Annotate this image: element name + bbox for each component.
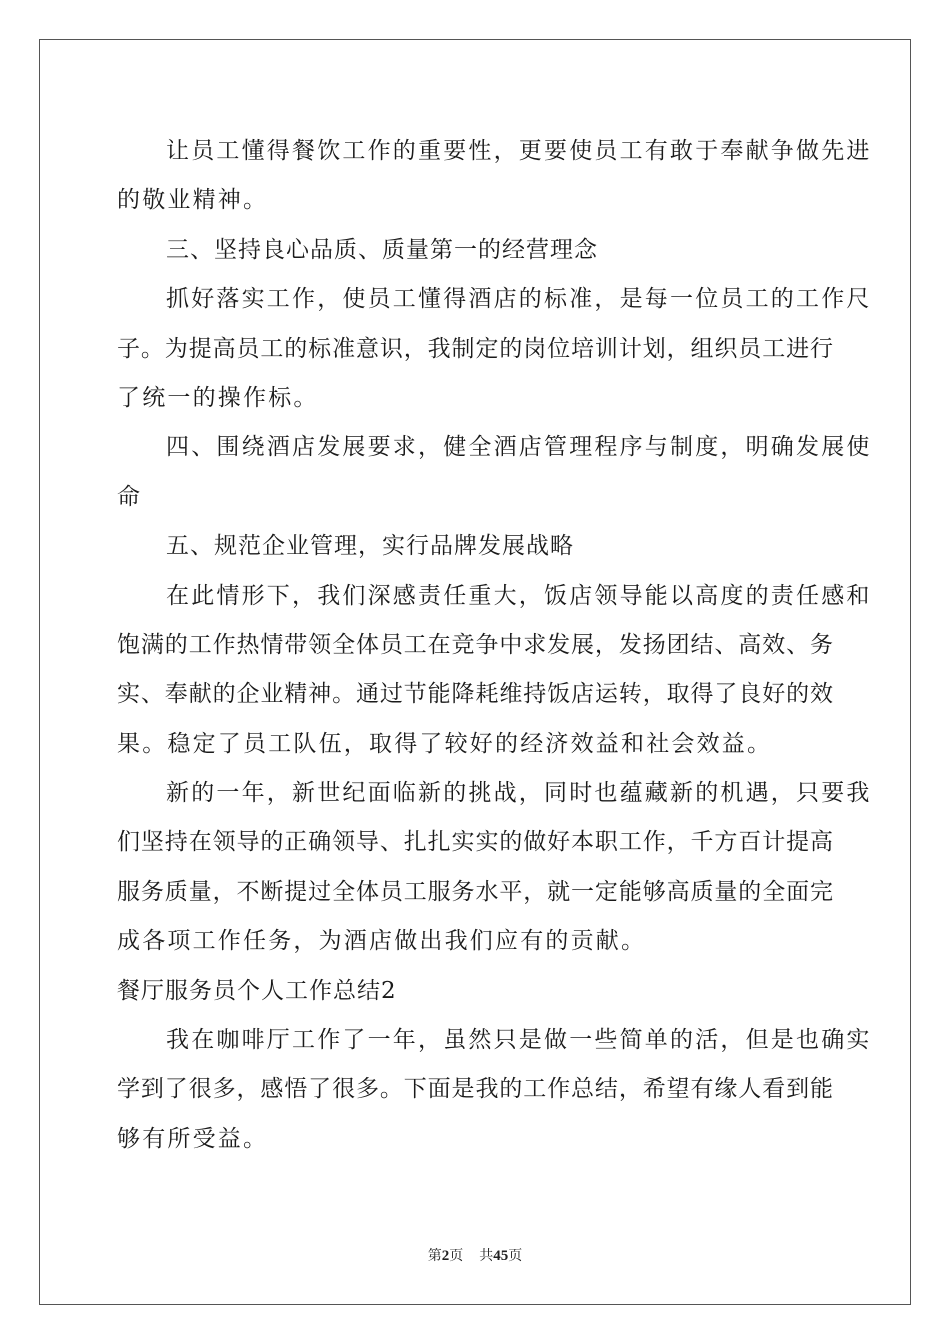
paragraph-line: 让员工懂得餐饮工作的重要性，更要使员工有敢于奉献争做先进 bbox=[166, 138, 872, 164]
total-pages: 45 bbox=[493, 1248, 509, 1264]
page-number: 2 bbox=[441, 1248, 450, 1264]
page-footer bbox=[0, 1247, 950, 1265]
page-suffix: 页 bbox=[449, 1248, 464, 1264]
paragraph-line: 我在咖啡厅工作了一年，虽然只是做一些简单的活，但是也确实 bbox=[166, 1027, 872, 1054]
section-heading: 三、坚持良心品质、质量第一的经营理念 bbox=[166, 236, 598, 263]
paragraph-line: 在此情形下，我们深感责任重大，饭店领导能以高度的责任感和 bbox=[166, 582, 872, 609]
document-title: 餐厅服务员个人工作总结2 bbox=[117, 977, 397, 1004]
section-heading: 四、围绕酒店发展要求，健全酒店管理程序与制度，明确发展使 bbox=[166, 434, 872, 461]
section-heading: 五、规范企业管理，实行品牌发展战略 bbox=[166, 533, 574, 560]
paragraph-line: 抓好落实工作，使员工懂得酒店的标准，是每一位员工的工作尺 bbox=[166, 286, 872, 313]
paragraph-line: 饱满的工作热情带领全体员工在竞争中求发展，发扬团结、高效、务 bbox=[117, 631, 833, 658]
paragraph-line: 学到了很多，感悟了很多。下面是我的工作总结，希望有缘人看到能 bbox=[117, 1076, 833, 1103]
paragraph-line: 实、奉献的企业精神。通过节能降耗维持饭店运转，取得了良好的效 bbox=[117, 681, 833, 708]
paragraph-line: 果。稳定了员工队伍，取得了较好的经济效益和社会效益。 bbox=[117, 730, 773, 757]
page-prefix: 第 bbox=[427, 1248, 442, 1264]
total-suffix: 页 bbox=[508, 1248, 523, 1264]
paragraph-line: 的敬业精神。 bbox=[117, 187, 269, 214]
document-body bbox=[117, 127, 872, 1164]
paragraph-line: 了统一的操作标。 bbox=[117, 384, 319, 411]
paragraph-line: 子。为提高员工的标准意识，我制定的岗位培训计划，组织员工进行 bbox=[117, 335, 833, 362]
total-prefix: 共 bbox=[479, 1248, 494, 1264]
paragraph-line: 成各项工作任务，为酒店做出我们应有的贡献。 bbox=[117, 928, 647, 955]
paragraph-line: 新的一年，新世纪面临新的挑战，同时也蕴藏新的机遇，只要我 bbox=[166, 780, 872, 807]
paragraph-line: 服务质量，不断提过全体员工服务水平，就一定能够高质量的全面完 bbox=[117, 878, 833, 905]
paragraph-line: 们坚持在领导的正确领导、扎扎实实的做好本职工作，千方百计提高 bbox=[117, 829, 833, 856]
paragraph-line: 够有所受益。 bbox=[117, 1125, 269, 1152]
section-heading: 命 bbox=[117, 483, 143, 510]
